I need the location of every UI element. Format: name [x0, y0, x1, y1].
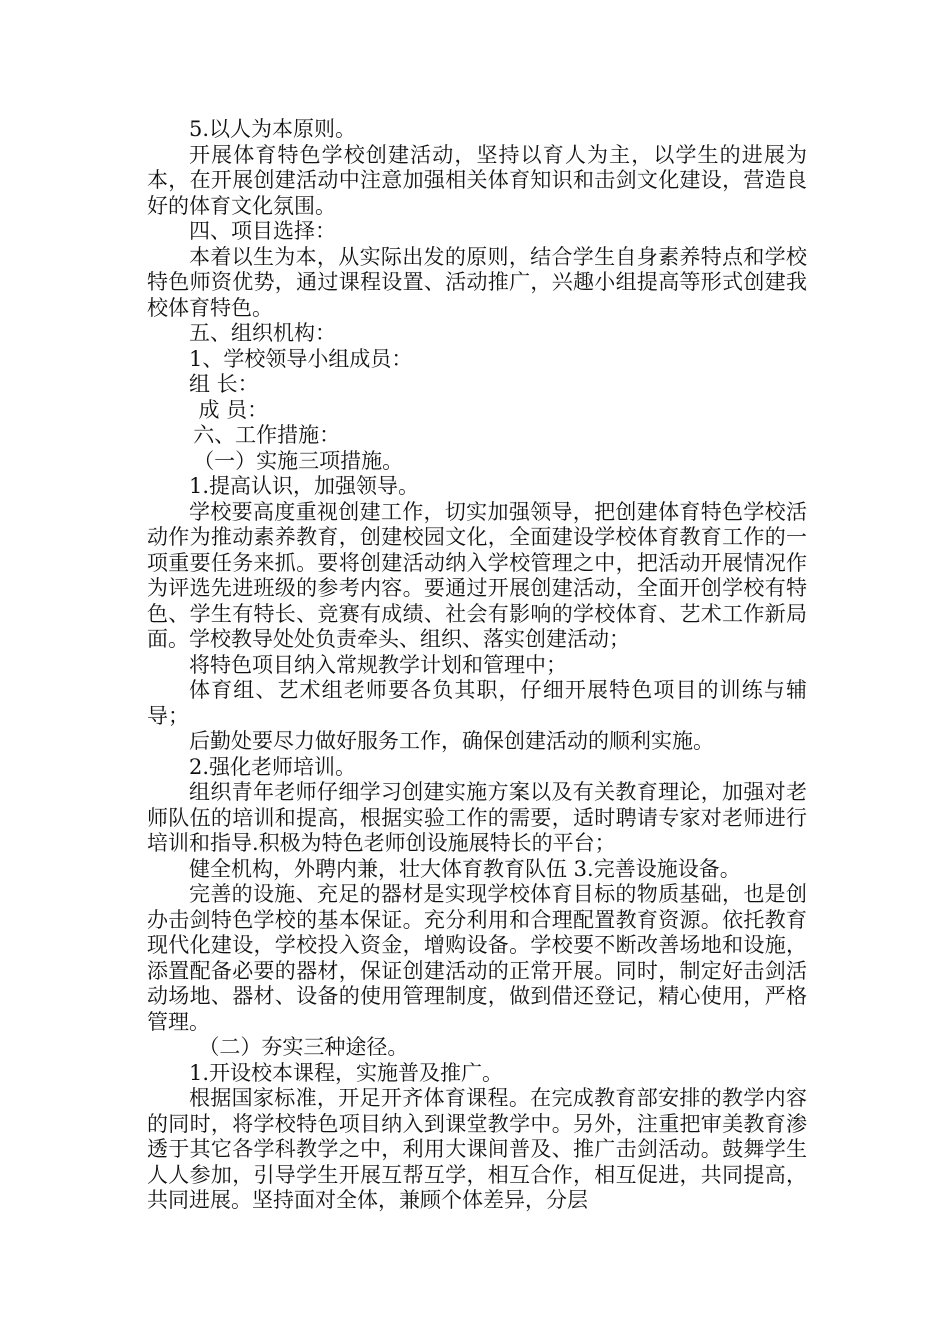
subheading-three-measures: （一）实施三项措施。 [193, 448, 404, 473]
label-group-leader: 组 长： [189, 372, 259, 396]
paragraph-project: 本着以生为本，从实际出发的原则，结合学生自身素养特点和学校特色师资优势，通过课程设置、活动推广，兴趣小组提高等形式创建我校体育特色。 [147, 244, 807, 320]
paragraph-logistics: 后勤处要尽力做好服务工作，确保创建活动的顺利实施。 [189, 729, 714, 753]
subheading-leadership-group: 1、学校领导小组成员： [189, 346, 413, 371]
document-body [147, 117, 807, 1214]
item-heading-awareness: 1.提高认识，加强领导。 [189, 474, 420, 498]
paragraph-teacher-roles: 体育组、艺术组老师要各负其职，仔细开展特色项目的训练与辅导； [147, 678, 807, 728]
paragraph-curriculum-plan: 将特色项目纳入常规教学计划和管理中； [189, 652, 567, 677]
item-heading-school-courses: 1.开设校本课程，实施普及推广。 [189, 1060, 504, 1085]
paragraph-principle: 开展体育特色学校创建活动，坚持以育人为主，以学生的进展为本，在开展创建活动中注意加强相关体育知识和击剑文化建设，营造良好的体育文化氛围。 [147, 142, 807, 218]
paragraph-leadership: 学校要高度重视创建工作，切实加强领导，把创建体育特色学校活动作为推动素养教育，创建校园文化，全面建设学校体育教育工作的一项重要任务来抓。要将创建活动纳入学校管理之中，把活动开展情况作为评选先进班级的参考内容。要通过开展创建活动，全面开创学校有特色、学生有特长、竞赛有成绩、社会有影响的学校体育、艺术工作新局面。学校教导处处负责牵头、组织、落实创建活动； [147, 499, 807, 651]
subheading-three-paths: （二）夯实三种途径。 [198, 1035, 409, 1059]
section-heading-project: 四、项目选择： [189, 219, 336, 243]
paragraph-training: 组织青年老师仔细学习创建实施方案以及有关教育理论，加强对老师队伍的培训和提高，根据实验工作的需要，适时聘请专家对老师进行培训和指导.积极为特色老师创设施展特长的平台； [147, 780, 807, 855]
principle-heading: 5.以人为本原则。 [189, 117, 357, 141]
item-heading-training: 2.强化老师培训。 [189, 754, 357, 779]
label-members: 成 员： [198, 397, 269, 422]
paragraph-staffing: 健全机构，外聘内兼，壮大体育教育队伍 3.完善设施设备。 [189, 856, 741, 881]
paragraph-courses: 根据国家标准，开足开齐体育课程。在完成教育部安排的教学内容的同时，将学校特色项目纳入到课堂教学中。另外，注重把审美教育渗透于其它各学科教学之中，利用大课间普及、推广击剑活动。鼓舞学生人人参加，引导学生开展互帮互学，相互合作，相互促进，共同提高，共同进展。坚持面对全体，兼顾个体差异，分层 [147, 1086, 807, 1212]
paragraph-facilities: 完善的设施、充足的器材是实现学校体育目标的物质基础，也是创办击剑特色学校的基本保证。充分利用和合理配置教育资源。依托教育现代化建设，学校投入资金，增购设备。学校要不断改善场地和设施，添置配备必要的器材，保证创建活动的正常开展。同时，制定好击剑活动场地、器材、设备的使用管理制度，做到借还登记，精心使用，严格管理。 [147, 882, 807, 1034]
section-heading-organization: 五、组织机构： [189, 321, 336, 345]
section-heading-measures: 六、工作措施： [193, 423, 341, 447]
